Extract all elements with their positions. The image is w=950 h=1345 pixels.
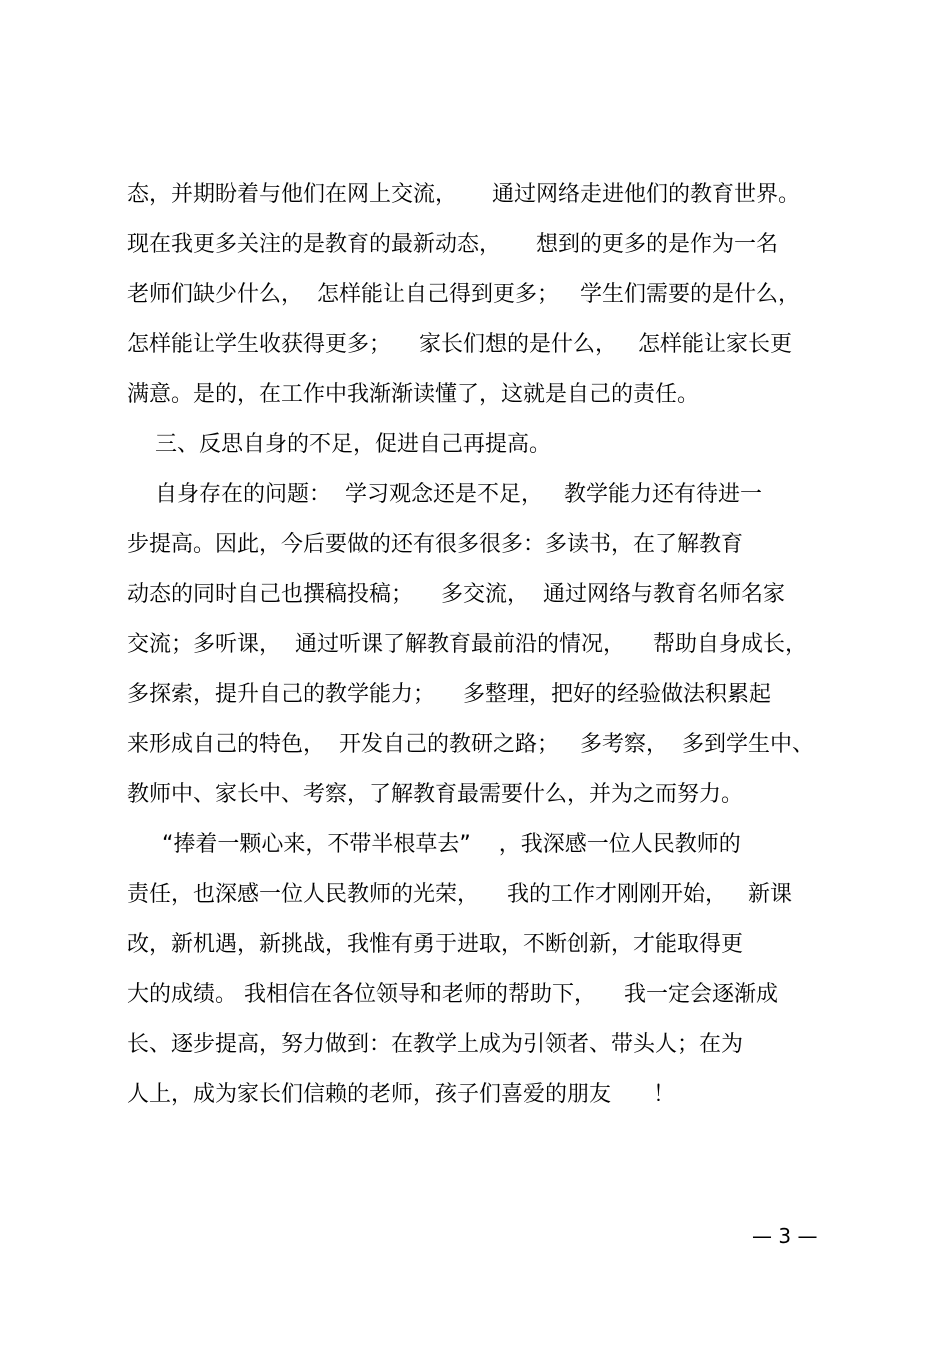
text-line: 步提高。因此，今后要做的还有很多很多：多读书，在了解教育 [127, 532, 744, 557]
text-line: 态，并期盼着与他们在网上交流， 通过网络走进他们的教育世界。 [127, 182, 800, 207]
text-line: 改，新机遇，新挑战，我惟有勇于进取，不断创新，才能取得更 [127, 932, 744, 957]
text-line: “捧着一颗心来，不带半根草去” ，我深感一位人民教师的 [127, 832, 741, 857]
section-heading: 三、反思自身的不足，促进自己再提高。 [127, 432, 551, 457]
text-line: 大的成绩。 我相信在各位领导和老师的帮助下， 我一定会逐渐成 [127, 982, 778, 1007]
text-line: 动态的同时自己也撰稿投稿； 多交流， 通过网络与教育名师名家 [127, 582, 785, 607]
text-line: 怎样能让学生收获得更多； 家长们想的是什么， 怎样能让家长更 [127, 332, 792, 357]
text-line: 责任，也深感一位人民教师的光荣， 我的工作才刚刚开始， 新课 [127, 882, 792, 907]
text-line: 教师中、家长中、考察，了解教育最需要什么，并为之而努力。 [127, 782, 744, 807]
page-number: — 3 — [752, 1224, 818, 1248]
text-line: 现在我更多关注的是教育的最新动态， 想到的更多的是作为一名 [127, 232, 778, 257]
text-line: 自身存在的问题： 学习观念还是不足， 教学能力还有待进一 [127, 482, 762, 507]
text-line: 满意。是的，在工作中我渐渐读懂了，这就是自己的责任。 [127, 382, 700, 407]
text-line: 老师们缺少什么， 怎样能让自己得到更多； 学生们需要的是什么， [127, 282, 800, 307]
text-line: 来形成自己的特色， 开发自己的教研之路； 多考察， 多到学生中、 [127, 732, 814, 757]
text-line: 交流；多听课， 通过听课了解教育最前沿的情况， 帮助自身成长， [127, 632, 807, 657]
text-line: 人上，成为家长们信赖的老师，孩子们喜爱的朋友 ！ [127, 1082, 675, 1107]
text-line: 长、逐步提高，努力做到：在教学上成为引领者、带头人；在为 [127, 1032, 744, 1057]
text-line: 多探索，提升自己的教学能力； 多整理，把好的经验做法积累起 [127, 682, 771, 707]
